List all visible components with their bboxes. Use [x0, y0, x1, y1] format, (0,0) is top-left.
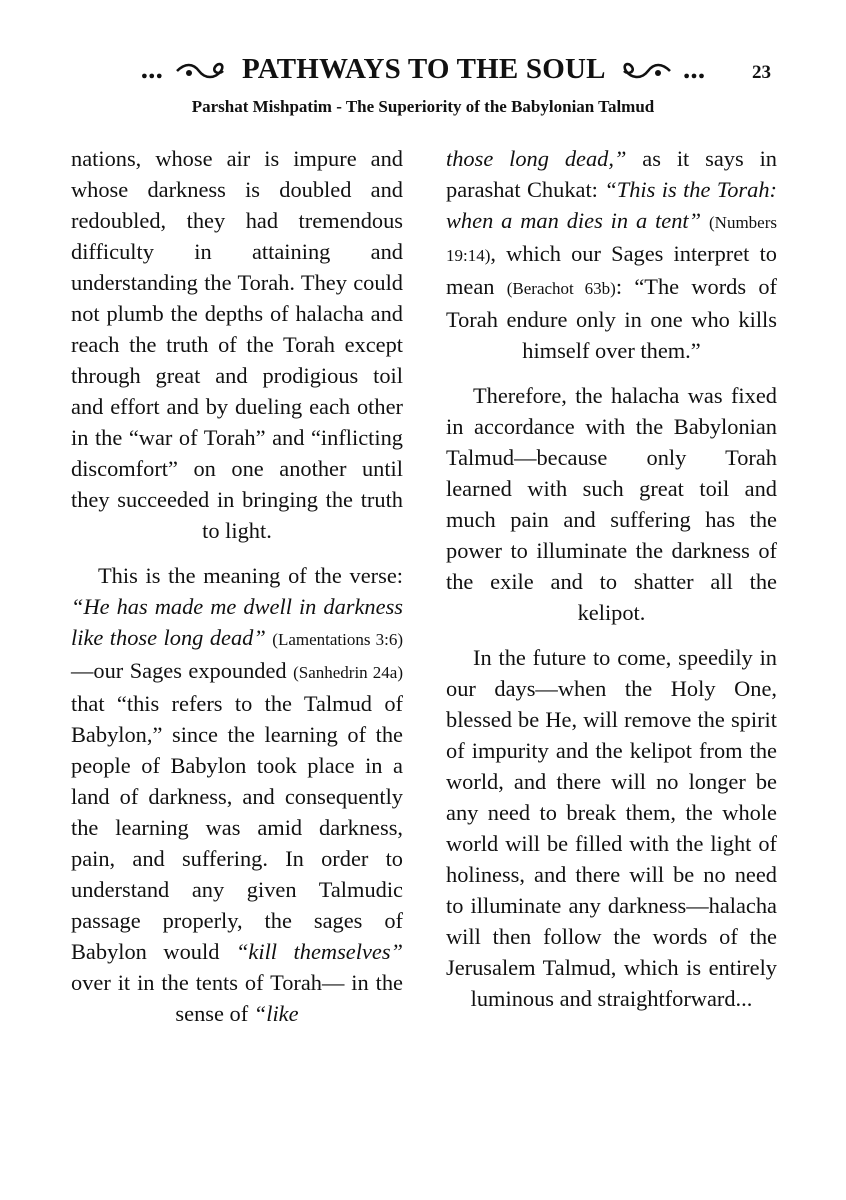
- right-paragraph-3: In the future to come, speedily in our days—when the Holy One, blessed be He, will remove the spirit of impurity and the kelipot from the world, and there will no longer be any need to break them, the whole world will be filled with the light of holiness, and there will be no need to illuminate any darkness—halacha will then follow the words of the Jerusalem Talmud, which is entirely luminous and straightforward...: [446, 645, 777, 1011]
- text-run: —our Sages expounded: [71, 658, 294, 683]
- page-number: 23: [752, 62, 771, 83]
- citation: (Berachot 63b): [506, 279, 616, 298]
- italic-phrase: those long dead,”: [446, 146, 627, 171]
- ornament-right-dots: ...: [682, 53, 706, 85]
- text-run: that “this refers to the Talmud of Babylon,” since the learning of the people of Babylon took place in a land of darkness, and consequently the learning was amid darkness, pain, and suffering. In order to understand any given Talmudic passage properly, the sages of Babylon would: [71, 691, 403, 964]
- left-paragraph-1: nations, whose air is impure and whose darkness is doubled and redoubled, they had tremendous difficulty in attaining and understanding the Torah. They could not plumb the depths of halacha and reach the truth of the Torah except through great and prodigious toil and effort and by dueling each other in the “war of Torah” and “inflicting discomfort” on one another until they succeeded in bringing the truth to light.: [71, 146, 403, 543]
- italic-phrase: “kill themselves”: [235, 939, 403, 964]
- text-run: over it in the tents of Torah— in the sense of: [71, 970, 403, 1026]
- italic-phrase: “like: [253, 1001, 299, 1026]
- right-paragraph-2: Therefore, the halacha was fixed in accordance with the Babylonian Talmud—because only Torah learned with such great toil and much pain and suffering has the power to illuminate the darkness of the exile and to shatter all the kelipot.: [446, 383, 777, 625]
- verse-quote: “He has made me dwell in darkness like those long dead”: [71, 594, 403, 650]
- left-paragraph-2: [71, 560, 403, 1029]
- citation: (Numbers 19:14): [446, 213, 777, 265]
- text-run: as it says in parashat Chukat:: [446, 146, 777, 202]
- header-title-line: [130, 52, 716, 86]
- right-flourish-ornament: [616, 59, 672, 83]
- left-column: [71, 143, 403, 1029]
- left-flourish-ornament: [175, 59, 231, 83]
- text-run: , which our Sages interpret to mean: [446, 241, 777, 299]
- ornament-left-dots: ...: [140, 53, 164, 85]
- citation: (Sanhedrin 24a): [293, 663, 403, 682]
- header-title: PATHWAYS TO THE SOUL: [241, 53, 605, 85]
- text-run: This is the meaning of the verse:: [98, 563, 403, 588]
- right-column: [446, 143, 777, 1014]
- citation: (Lamentations 3:6): [272, 630, 403, 649]
- verse-quote: “This is the Torah: when a man dies in a tent”: [446, 177, 777, 233]
- right-paragraph-1: [446, 143, 777, 366]
- text-run: : “The words of Torah endure only in one who kills himself over them.”: [446, 274, 777, 363]
- chapter-subtitle: Parshat Mishpatim - The Superiority of the Babylonian Talmud: [191, 97, 655, 116]
- running-header: [0, 52, 846, 92]
